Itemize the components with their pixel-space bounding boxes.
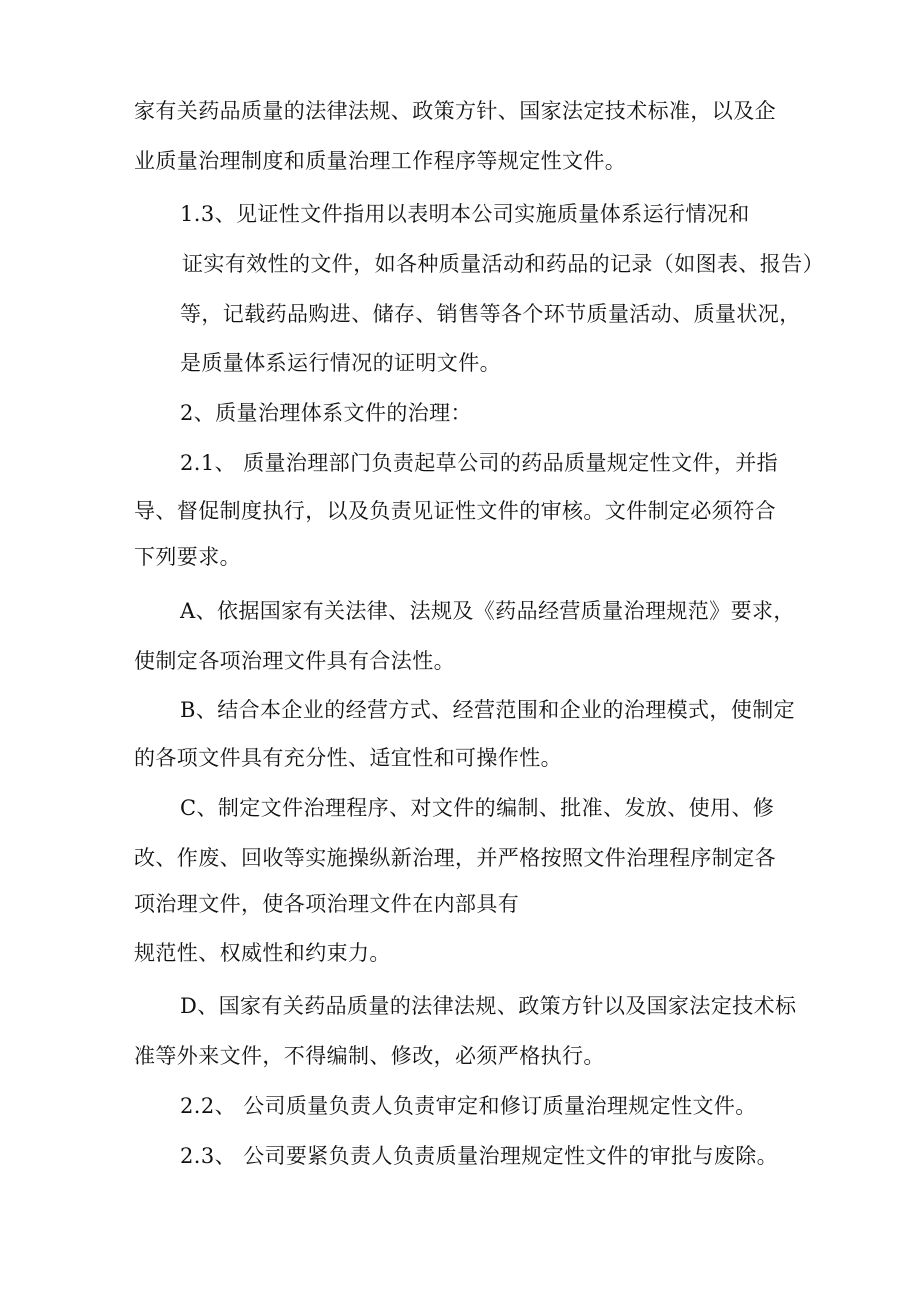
text-line: 准等外来文件，不得编制、修改，必须严格执行。 [134,1044,605,1068]
text-line: 2.3、 公司要紧负责人负责质量治理规定性文件的审批与废除。 [180,1144,779,1168]
text-line: 等，记载药品购进、储存、销售等各个环节质量活动、质量状况， [180,302,801,326]
text-line: 2.1、 质量治理部门负责起草公司的药品质量规定性文件，并指 [180,451,779,475]
text-line: 2、质量治理体系文件的治理： [180,401,472,425]
text-line: D、国家有关药品质量的法律法规、政策方针以及国家法定技术标 [180,994,797,1018]
text-line: 改、作废、回收等实施操纵新治理，并严格按照文件治理程序制定各 [134,846,776,870]
text-line: 2.2、 公司质量负责人负责审定和修订质量治理规定性文件。 [180,1094,757,1118]
text-line: 业质量治理制度和质量治理工作程序等规定性文件。 [134,149,627,173]
text-line: A、依据国家有关法律、法规及《药品经营质量治理规范》要求， [180,599,795,623]
text-line: 家有关药品质量的法律法规、政策方针、国家法定技术标准，以及企 [134,99,776,123]
text-line: 使制定各项治理文件具有合法性。 [134,649,455,673]
text-line: 项治理文件，使各项治理文件在内部具有 [134,892,520,916]
text-line: 规范性、权威性和约束力。 [134,941,391,965]
text-line: B、结合本企业的经营方式、经营范围和企业的治理模式，使制定 [180,698,796,722]
text-line: 是质量体系运行情况的证明文件。 [180,351,501,375]
text-line: 导、督促制度执行，以及负责见证性文件的审核。文件制定必须符合 [134,499,776,523]
text-line: 下列要求。 [134,545,241,569]
text-line: 1.3、见证性文件指用以表明本公司实施质量体系运行情况和 [180,202,750,226]
text-line: 证实有效性的文件，如各种质量活动和药品的记录（如图表、报告） [182,252,824,276]
text-line: C、制定文件治理程序、对文件的编制、批准、发放、使用、修 [180,796,775,820]
text-line: 的各项文件具有充分性、适宜性和可操作性。 [134,746,562,770]
